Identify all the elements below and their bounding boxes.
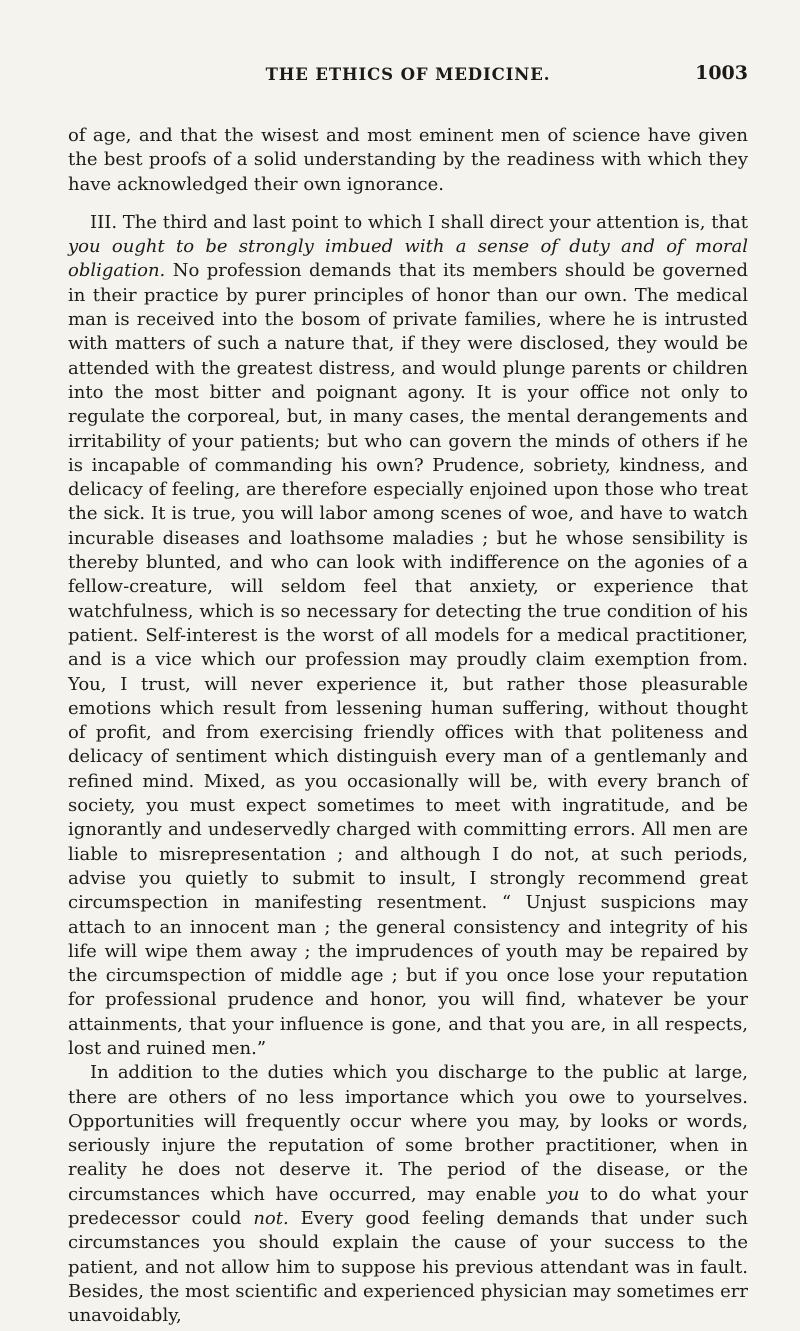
running-title: THE ETHICS OF MEDICINE.: [265, 64, 551, 84]
emphasis-not: not.: [253, 1208, 289, 1230]
page-header: [68, 60, 748, 88]
page-number: 1003: [695, 62, 748, 84]
section-numeral: III.: [90, 211, 118, 233]
emphasis-duty: you ought to be strongly imbued with a sense of duty: [68, 236, 610, 258]
paragraph-continuation: of age, and that the wisest and most eminent men of science have given the best proofs of a solid understanding by the readiness with which they have acknowledged their own ignorance.: [68, 125, 748, 195]
body-text: [68, 124, 748, 1329]
paragraph-duties: In addition to the duties which you discharge to the public at large, there are others of no less importance which you owe to yourselves. Opportunities will frequently occur where you may, by looks or words, seriously injure the reputation of some brother practitioner, when in reality he does not deserve it. The period of the disease, or the circumstances which have occurred, may enable you to do what your predecessor could not. Every good feeling demands that under such circumstances you should explain the cause of your success to the patient, and not allow him to suppose his previous attendant was in fault. Besides, the most scientific and experienced physician may sometimes err unavoidably,: [68, 1062, 749, 1327]
paragraph-section-three: III. The third and last point to which I shall direct your attention is, that you ought to be strongly imbued with a sense of duty and of moral obligation. No profession demands that its members should be governed in their practice by purer principles of honor than our own. The medical man is received into the bosom of private families, where he is intrusted with matters of such a nature that, if they were disclosed, they would be attended with the greatest distress, and would plunge parents or children into the most bitter and poignant agony. It is your office not only to regulate the corporeal, but, in many cases, the mental derangements and irritability of your patients; but who can govern the minds of others if he is incapable of commanding his own? Prudence, sobriety, kindness, and delicacy of feeling, are therefore especially enjoined upon those who treat the sick. It is true, you will labor among scenes of woe, and have to watch incurable diseases and loathsome maladies ; but he whose sensibility is thereby blunted, and who can look with indifference on the agonies of a fellow-creature, will seldom feel that anxiety, or experience that watchfulness, which is so necessary for detecting the true condition of his patient. Self-interest is the worst of all models for a medical practitioner, and is a vice which our profession may proudly claim exemption from. You, I trust, will never experience it, but rather those pleasurable emotions which result from lessening human suffering, without thought of profit, and from exercising friendly offices with that politeness and delicacy of sentiment which distinguish every man of a gentlemanly and refined mind. Mixed, as you occasionally will be, with every branch of society, you must expect sometimes to meet with ingratitude, and be ignorantly and undeservedly charged with committing errors. All men are liable to misrepresentation ; and although I do not, at such periods, advise you quietly to submit to insult, I strongly recommend great circumspection in manifesting resentment. “ Unjust suspicions may attach to an innocent man ; the general consistency and integrity of his life will wipe them away ; the imprudences of youth may be repaired by the circumspection of middle age ; but if you once lose your reputation for professional prudence and honor, you will find, whatever be your attainments, that your influence is gone, and that you are, in all respects, lost and ruined men.”: [68, 211, 748, 1059]
emphasis-you: you: [546, 1183, 580, 1205]
emphasis-obligation: of moral obligation.: [68, 236, 748, 282]
